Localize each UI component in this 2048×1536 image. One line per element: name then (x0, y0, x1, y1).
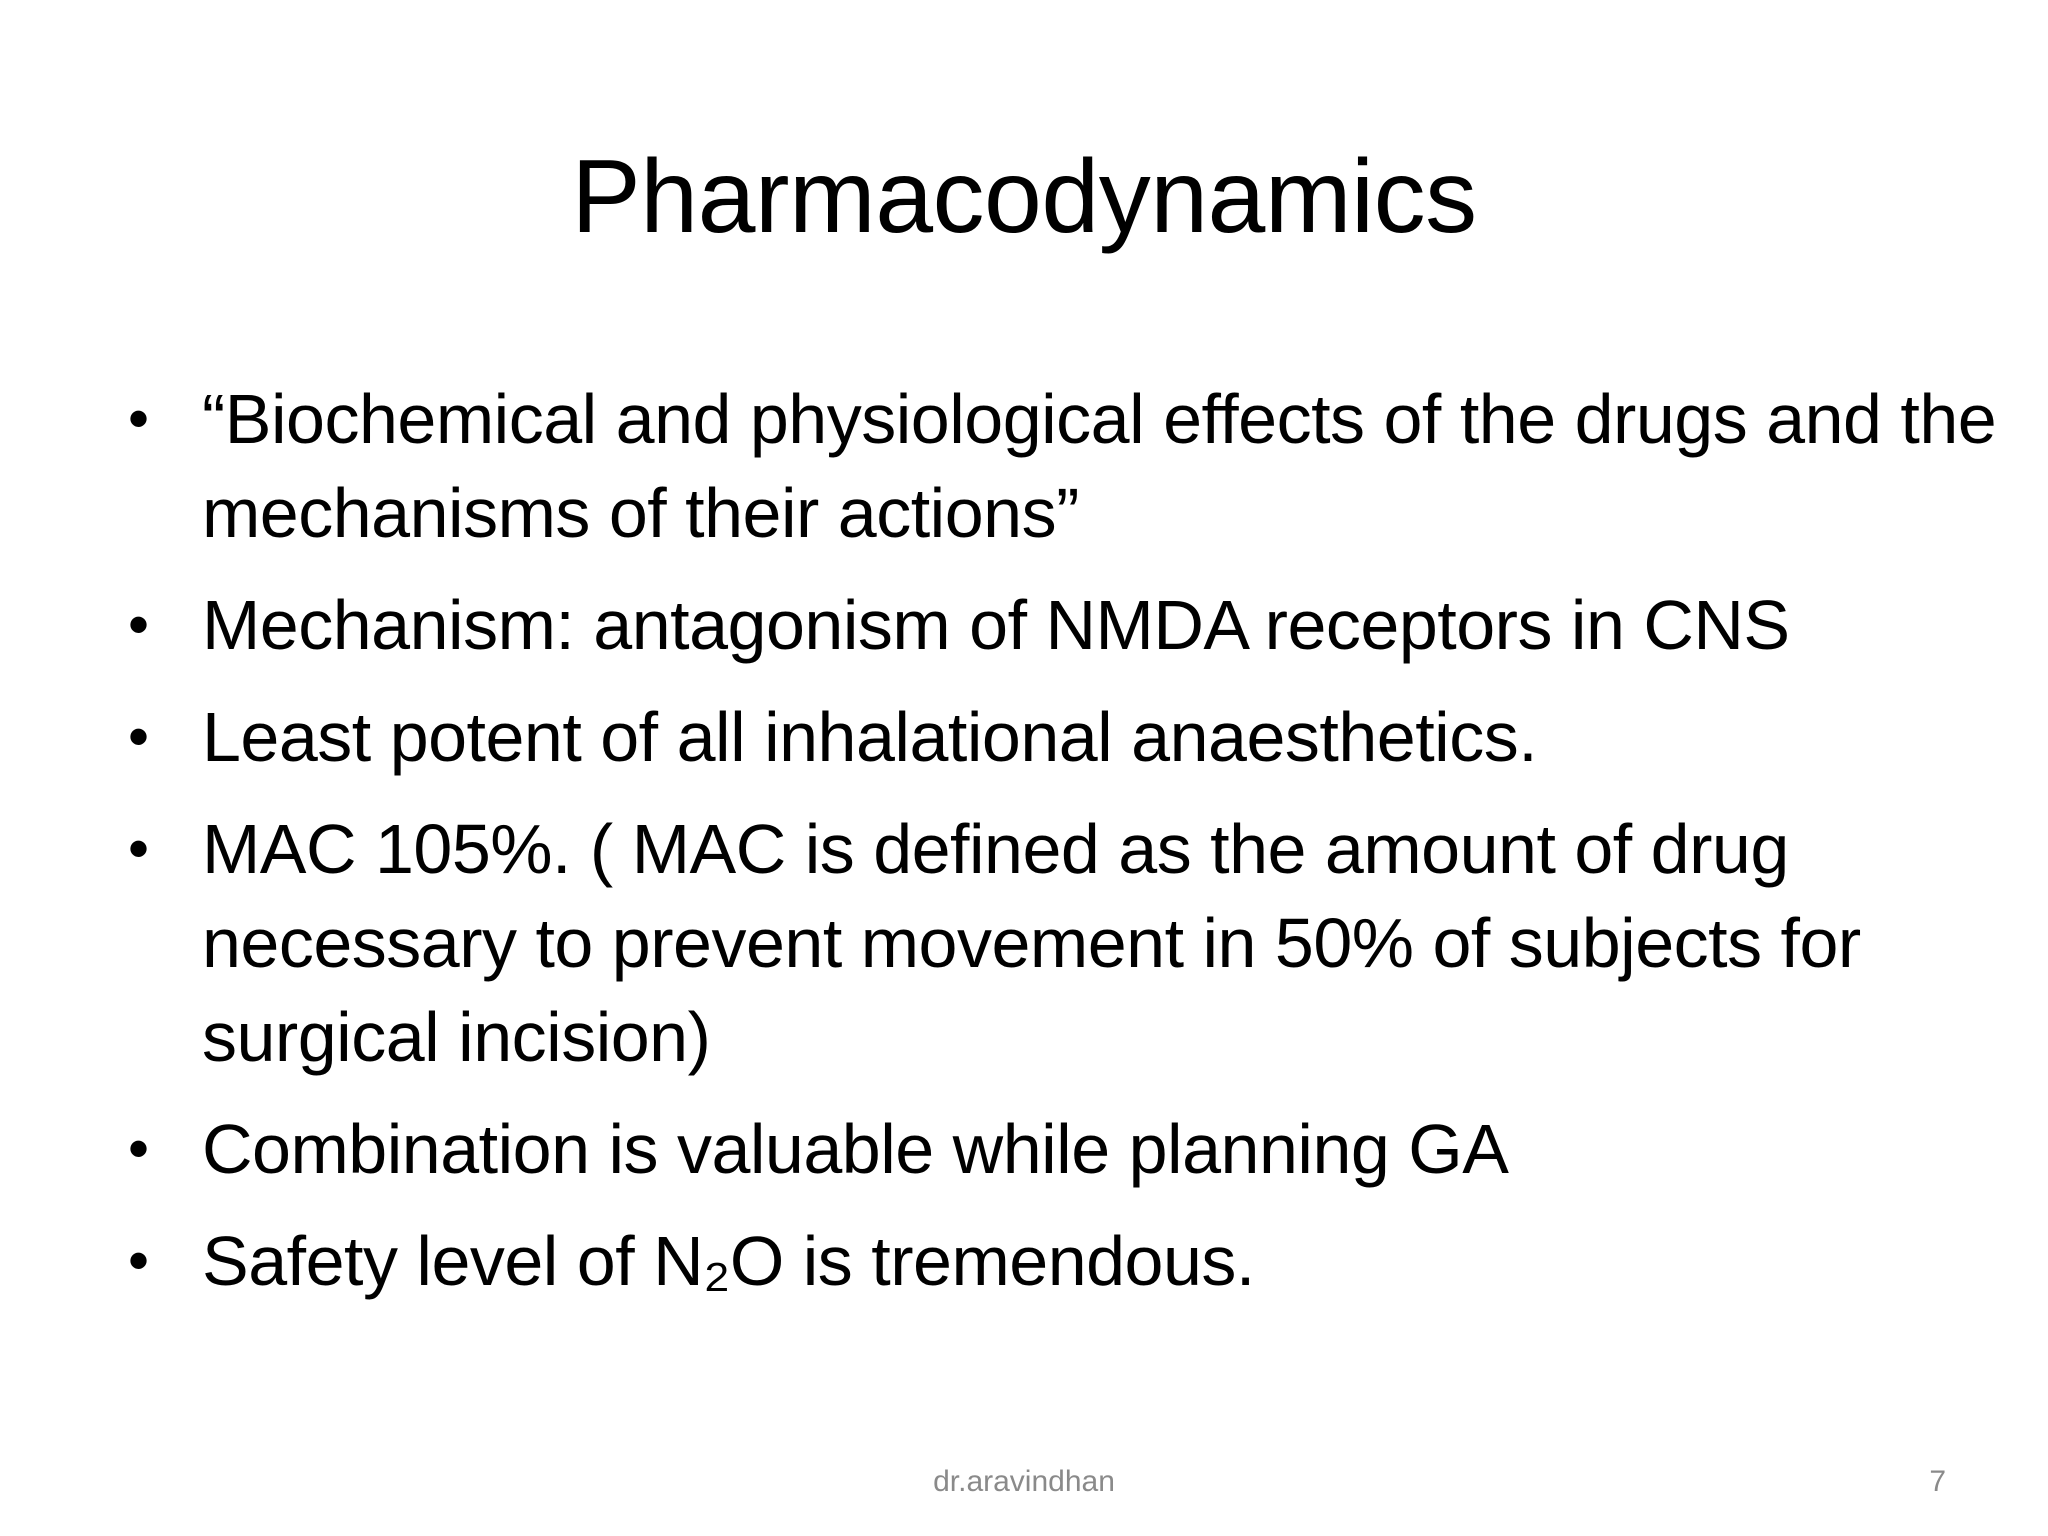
bullet-text: Safety level of N₂O is tremendous. (202, 1222, 1255, 1300)
bullet-item (128, 372, 2008, 560)
bullet-marker: • (128, 815, 149, 882)
slide-title: Pharmacodynamics (571, 139, 1477, 255)
bullet-marker: • (128, 703, 149, 770)
bullet-item (128, 578, 2008, 672)
bullet-marker: • (128, 1227, 149, 1294)
bullet-item (128, 802, 2008, 1084)
bullet-text: Mechanism: antagonism of NMDA receptors in CNS (202, 586, 1790, 664)
bullet-marker: • (128, 1115, 149, 1182)
bullet-marker: • (128, 385, 149, 452)
page-number: 7 (1929, 1465, 1946, 1498)
bullet-item (128, 1102, 2008, 1196)
bullet-text: Least potent of all inhalational anaesthetics. (202, 698, 1538, 776)
bullet-text: “Biochemical and physiological effects of the drugs and the mechanisms of their actions” (202, 380, 1997, 552)
bullet-text: Combination is valuable while planning GA (202, 1110, 1509, 1188)
footer-author: dr.aravindhan (933, 1465, 1115, 1498)
bullet-item (128, 1214, 2008, 1308)
bullet-list (128, 372, 2008, 1326)
bullet-text: MAC 105%. ( MAC is defined as the amount of drug necessary to prevent movement in 50% of subjects for surgical incision) (202, 810, 1861, 1076)
bullet-item (128, 690, 2008, 784)
bullet-marker: • (128, 591, 149, 658)
